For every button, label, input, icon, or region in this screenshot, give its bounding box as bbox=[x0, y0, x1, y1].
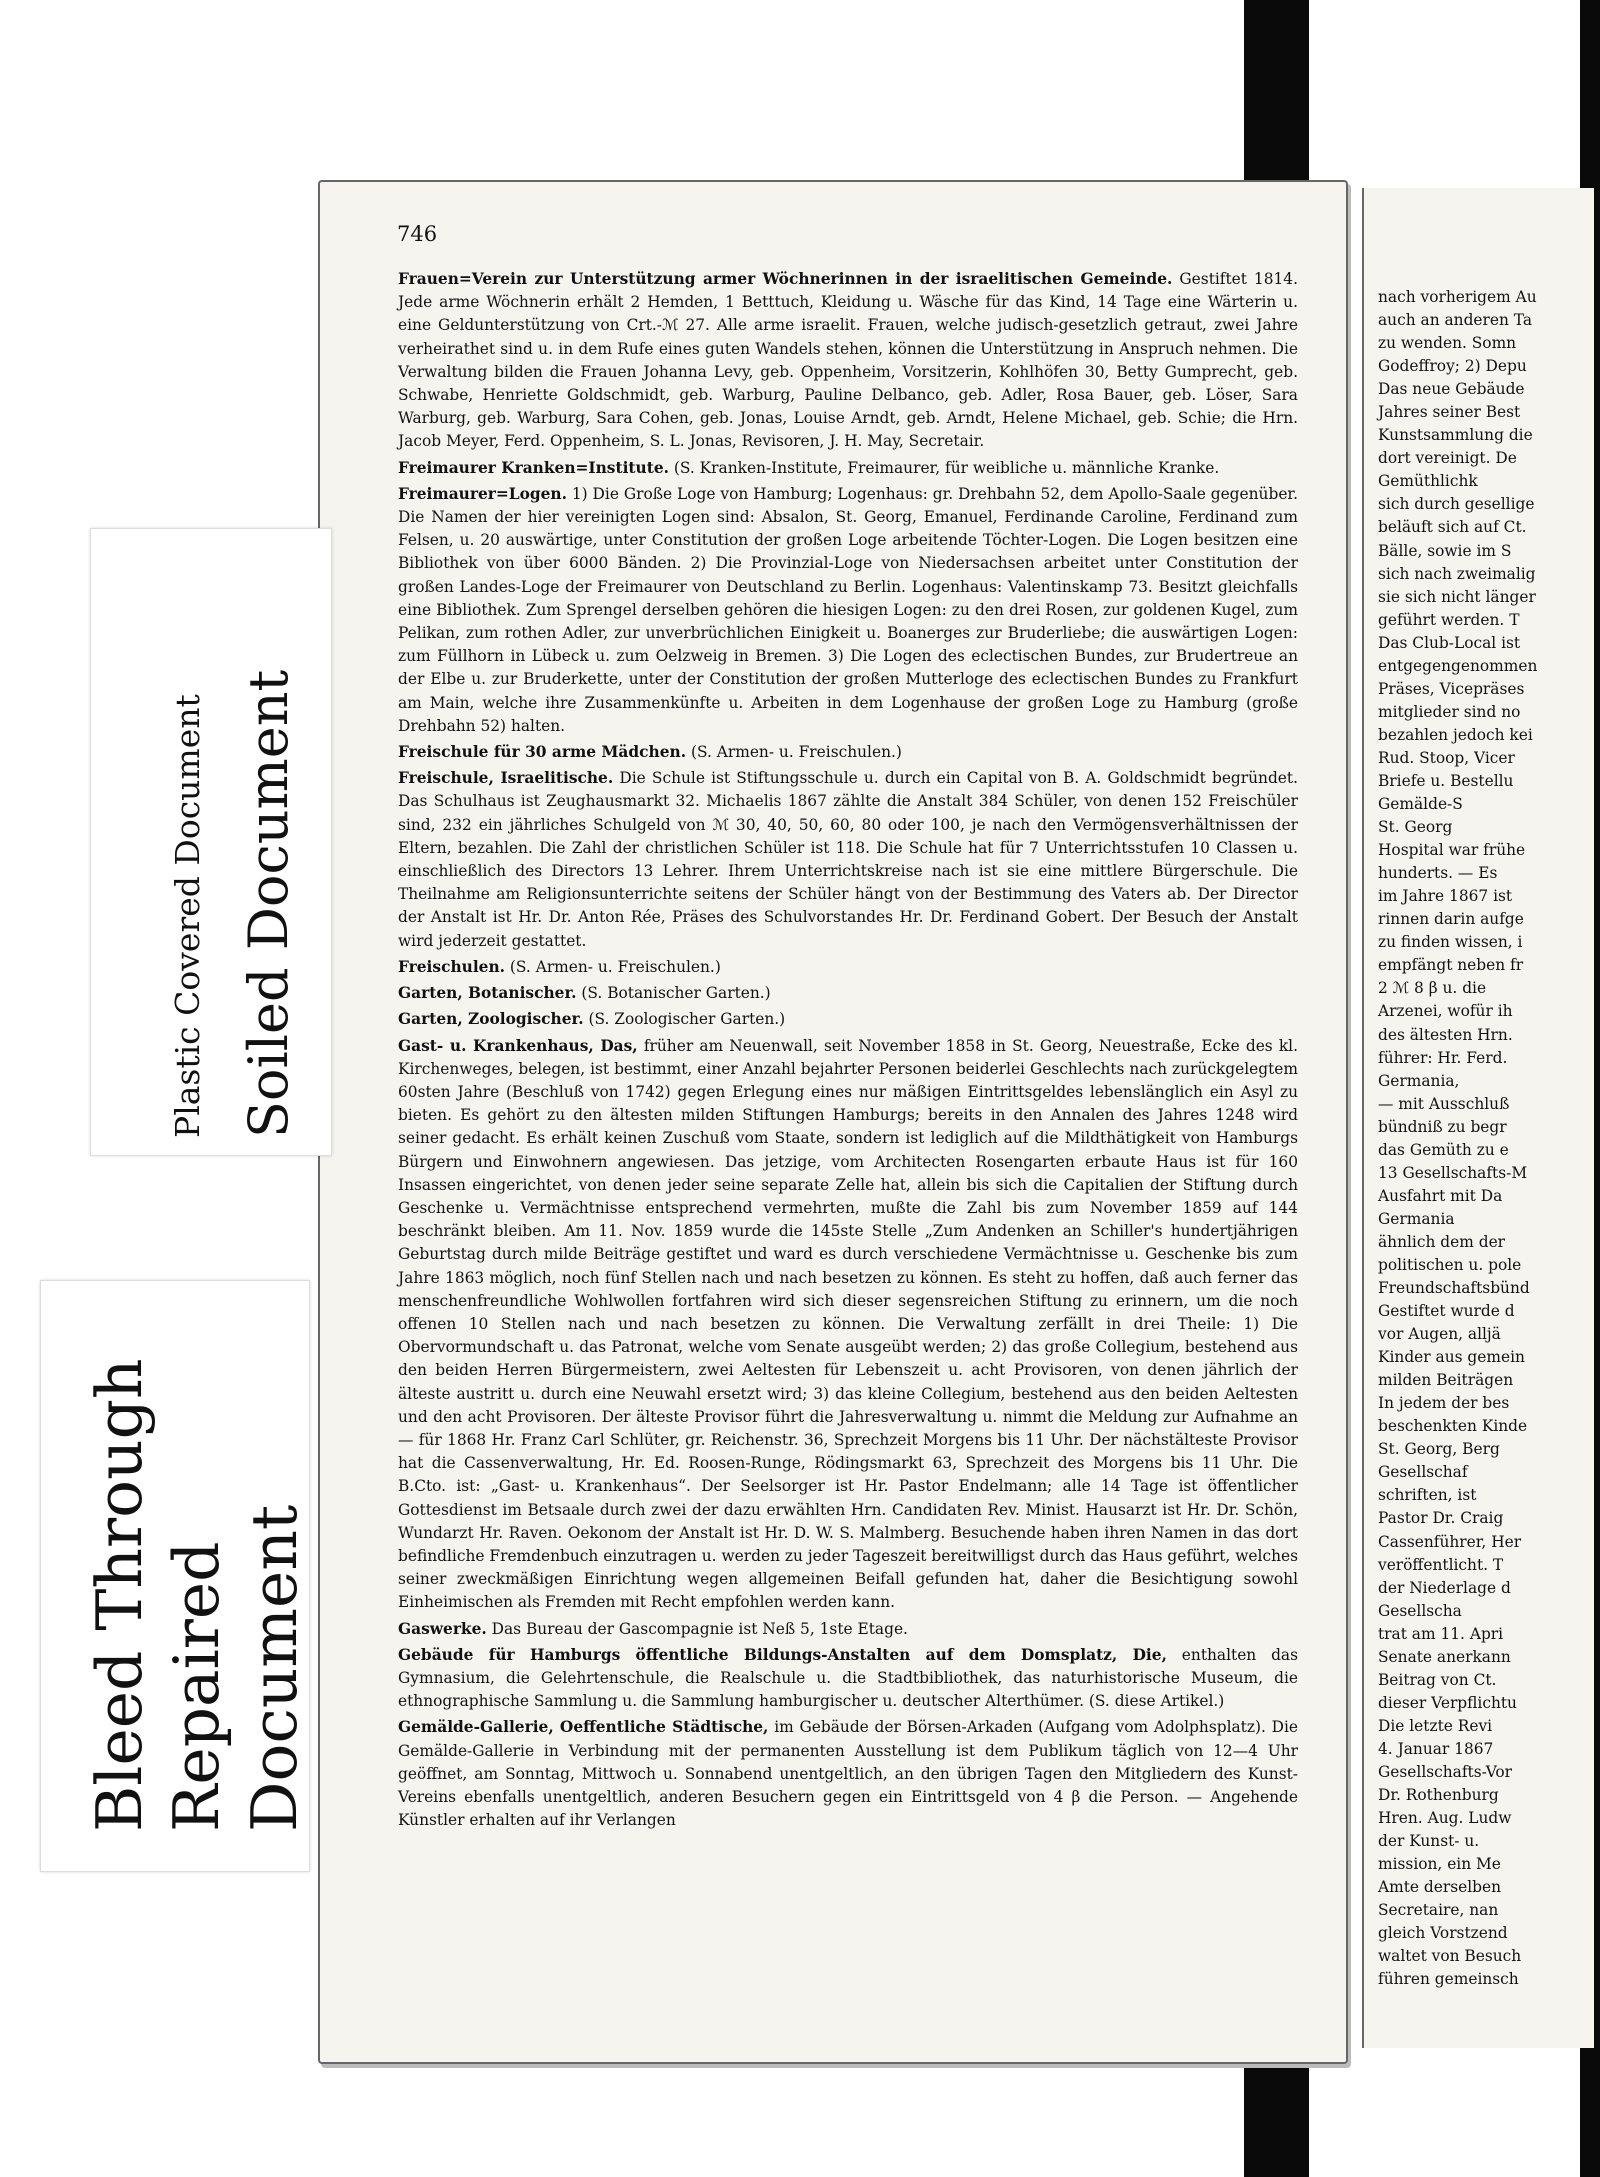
entry bbox=[398, 956, 1298, 979]
right-line: Pastor Dr. Craig bbox=[1378, 1509, 1504, 1528]
right-line: des ältesten Hrn. bbox=[1378, 1025, 1513, 1044]
entry bbox=[398, 268, 1298, 454]
right-line: veröffentlicht. T bbox=[1378, 1555, 1504, 1574]
right-line: Dr. Rothenburg bbox=[1378, 1786, 1499, 1805]
entry-body: (S. Zoologischer Garten.) bbox=[588, 1010, 786, 1029]
entry bbox=[398, 1716, 1298, 1832]
entry-heading: Freischulen. bbox=[398, 957, 506, 976]
right-line: St. Georg bbox=[1378, 818, 1453, 837]
right-line: schriften, ist bbox=[1378, 1486, 1477, 1505]
right-line: 2 ℳ 8 β u. die bbox=[1378, 979, 1487, 998]
right-line: dieser Verpflichtu bbox=[1378, 1693, 1517, 1712]
entry-body: 1) Die Große Loge von Hamburg; Logenhaus: gr. Drehbahn 52, dem Apollo-Saale gegenüber. Die Namen der hier vereinigten Logen sind: Absalon, St. Georg, Emanuel, Ferdinande Caroline, Ferdinand zum Felsen, u. 20 auswärtige, unter Constitution der großen Loge arbeitende Töchter-Logen. Die Logen besitzen eine Bibliothek von über 6000 Bänden. 2) Die Provinzial-Loge von Niedersachsen arbeitet unter Constitution der großen Landes-Loge der Freimaurer von Deutschland zu Berlin. Logenhaus: Valentinskamp 73. Besitzt gleichfalls eine Bibliothek. Zum Sprengel derselben gehören die hiesigen Logen: zu den drei Rosen, zur goldenen Kugel, zum Pelikan, zum rothen Adler, zur unverbrüchlichen Einigkeit u. Boanerges zur Bruderliebe; die auswärtigen Logen: zum Füllhorn in Lübeck u. zum Oelzweig in Bremen. 3) Die Logen des eclectischen Bundes, zur Brudertreue an der Elbe u. zur Bruderkette, unter der Constitution der großen Mutterloge des eclectischen Bundes zu Frankfurt am Main, welche ihre Zusammenkünfte u. Arbeiten in dem Logenhause der großen Loge zu Hamburg (große Drehbahn 52) halten. bbox=[398, 484, 1298, 735]
entry-heading: Gast- u. Krankenhaus, Das, bbox=[398, 1036, 638, 1055]
right-line: Gestiftet wurde d bbox=[1378, 1302, 1515, 1321]
scanner-clip-top bbox=[1244, 0, 1309, 200]
entry-heading: Frauen=Verein zur Unterstützung armer Wöchnerinnen in der israelitischen Gemeinde. bbox=[398, 270, 1173, 288]
entry bbox=[398, 741, 1298, 764]
right-line: rinnen darin aufge bbox=[1378, 910, 1524, 929]
right-line: waltet von Besuch bbox=[1378, 1947, 1522, 1966]
right-line: 13 Gesellschafts-M bbox=[1378, 1163, 1528, 1182]
entry-heading: Freischule, Israelitische. bbox=[398, 769, 614, 788]
right-line: empfängt neben fr bbox=[1378, 956, 1524, 975]
right-line: beläuft sich auf Ct. bbox=[1378, 518, 1527, 537]
scanner-clip-bottom bbox=[1244, 2050, 1309, 2177]
entry-heading: Garten, Zoologischer. bbox=[398, 1010, 584, 1029]
entry-heading: Freimaurer=Logen. bbox=[398, 484, 567, 503]
right-line: Präses, Vicepräses bbox=[1378, 679, 1525, 698]
entry bbox=[398, 1644, 1298, 1714]
right-line: mission, ein Me bbox=[1378, 1855, 1501, 1874]
right-line: führer: Hr. Ferd. bbox=[1378, 1048, 1508, 1067]
right-line: St. Georg, Berg bbox=[1378, 1440, 1500, 1459]
right-line: Das Club-Local ist bbox=[1378, 633, 1521, 652]
right-line: Godeffroy; 2) Depu bbox=[1378, 357, 1527, 376]
right-line: Kinder aus gemein bbox=[1378, 1348, 1525, 1367]
right-line: nach vorherigem Au bbox=[1378, 288, 1537, 306]
entry-body: enthalten das Gymnasium, die Gelehrtenschule, die Realschule u. die Stadtbibliothek, das naturhistorische Museum, die ethnographische Sammlung u. die Sammlung hamburgischer u. deutscher Alterthümer. (S. diese Artikel.) bbox=[398, 1645, 1298, 1711]
right-line: vor Augen, alljä bbox=[1378, 1325, 1501, 1344]
right-line: Jahres seiner Best bbox=[1378, 403, 1521, 422]
right-line: politischen u. pole bbox=[1378, 1255, 1522, 1274]
left-page-text bbox=[398, 268, 1298, 1835]
right-line: mitglieder sind no bbox=[1378, 702, 1521, 721]
right-line: Freundschaftsbünd bbox=[1378, 1279, 1530, 1298]
right-line: 4. Januar 1867 bbox=[1378, 1739, 1494, 1758]
right-line: Germania, bbox=[1378, 1071, 1460, 1090]
entry bbox=[398, 483, 1298, 738]
entry-body: Gestiftet 1814. Jede arme Wöchnerin erhält 2 Hemden, 1 Betttuch, Kleidung u. Wäsche für das Kind, 14 Tage eine Wärterin u. eine Geldunterstützung von Crt.-ℳ 27. Alle arme israelit. Frauen, welche judisch-gesetzlich getraut, zwei Jahre verheirathet sind u. in dem Rufe eines guten Wandels stehen, können die Unterstützung in Anspruch nehmen. Die Verwaltung bilden die Frauen Johanna Levy, geb. Oppenheim, Vorsitzerin, Kohlhöfen 30, Betty Gumprecht, geb. Schwabe, Henriette Goldschmidt, geb. Warburg, Pauline Delbanco, geb. Adler, Rosa Bauer, geb. Löser, Sara Warburg, geb. Warburg, Sara Cohen, geb. Jonas, Louise Arndt, geb. Arndt, Helene Michael, geb. Schie; die Hrn. Jacob Meyer, Ferd. Oppenheim, S. L. Jonas, Revisoren, J. H. May, Secretair. bbox=[398, 270, 1298, 451]
entry bbox=[398, 1035, 1298, 1615]
right-line: trat am 11. Apri bbox=[1378, 1624, 1504, 1643]
right-line: ähnlich dem der bbox=[1378, 1232, 1506, 1251]
entry-body: früher am Neuenwall, seit November 1858 in St. Georg, Neuestraße, Ecke des kl. Kirchenweges, belegen, ist bestimmt, einer Anzahl bejahrter Personen beiderlei Geschlechts nach zurückgelegtem 60sten Jahre (Beschluß von 1742) gegen Erlegung eines nur mäßigen Eintrittsgeldes lebenslänglich ein Asyl zu bieten. Es gehört zu den ältesten milden Stiftungen Hamburgs; bereits in den Annalen des Jahres 1248 wird seiner gedacht. Es erhält keinen Zuschuß vom Staate, sondern ist lediglich auf die Mildthätigkeit von Hamburgs Bürgern und Einwohnern angewiesen. Das jetzige, vom Architecten Rosengarten erbaute Haus ist für 160 Insassen eingerichtet, von denen jeder seine separate Zelle hat, allein bis sich die Capitalien der Stiftung durch Geschenke u. Vermächtnisse entsprechend vermehrten, mußte die Zahl bis zum November 1859 auf 144 beschränkt bleiben. Am 11. Nov. 1859 wurde die 145ste Stelle „Zum Andenken an Schiller's hundertjährigen Geburtstag durch milde Beiträge gestiftet und ward es durch verschiedene Vermächtnisse u. Geschenke bis zum Jahre 1863 möglich, noch fünf Stellen nach und nach besetzen zu können. Es steht zu hoffen, daß auch ferner das menschenfreundliche Wohlwollen fortfahren wird sich dieser segensreichen Stiftung zu erinnern, um die noch offenen 10 Stellen nach und nach besetzen zu können. Die Verwaltung zerfällt in drei Theile: 1) Die Obervormundschaft u. das Patronat, welche vom Senate ausgeübt werden; 2) das große Collegium, bestehend aus den beiden Herren Bürgermeistern, zwei Aeltesten für Lebenszeit u. acht Provisoren, von denen jährlich der älteste austritt u. durch eine Neuwahl ersetzt wird; 3) das kleine Collegium, bestehend aus den beiden Aeltesten und den acht Provisoren. Der älteste Provisor führt die Jahresverwaltung u. nimmt die Meldung zur Aufnahme an — für 1868 Hr. Franz Carl Schlüter, gr. Reichenstr. 36, Sprechzeit Morgens bis 11 Uhr. Der nächstälteste Provisor hat die Cassenverwaltung, Hr. Ed. Roosen-Runge, Rödingsmarkt 63, Sprechzeit des Morgens bis 11 Uhr. Die B.Cto. ist: „Gast- u. Krankenhaus“. Der Seelsorger ist Hr. Pastor Endelmann; alle 14 Tage ist öffentlicher Gottesdienst im Betsaale durch zwei der dazu erwählten Hrn. Candidaten Rev. Minist. Hausarzt ist Hr. Dr. Schön, Wundarzt Hr. Raven. Oekonom der Anstalt ist Hr. D. W. S. Malmberg. Besuchende haben ihren Namen in das dort befindliche Fremdenbuch einzutragen u. werden zu jeder Tageszeit bereitwilligst durch das Haus geführt, welches seiner zweckmäßigen Einrichtung wegen allgemeinen Beifall gefunden hat, daher die Besichtigung sowohl Einheimischen als Fremden mit Recht empfohlen werden kann. bbox=[398, 1036, 1298, 1612]
label-soiled: Soiled Document bbox=[237, 669, 300, 1138]
right-line: Hospital war frühe bbox=[1378, 841, 1526, 860]
entry bbox=[398, 1618, 1298, 1641]
entry-body: (S. Armen- u. Freischulen.) bbox=[509, 957, 721, 976]
right-line: Rud. Stoop, Vicer bbox=[1378, 748, 1515, 767]
right-line: Bälle, sowie im S bbox=[1378, 541, 1512, 560]
right-line: bündniß zu begr bbox=[1378, 1117, 1507, 1136]
entry-heading: Freischule für 30 arme Mädchen. bbox=[398, 743, 687, 762]
right-line: Gemälde-S bbox=[1378, 795, 1463, 814]
entry bbox=[398, 457, 1298, 480]
right-line: der Kunst- u. bbox=[1378, 1832, 1480, 1851]
left-page bbox=[318, 180, 1348, 2064]
entry-body: (S. Botanischer Garten.) bbox=[581, 984, 771, 1003]
right-line: In jedem der bes bbox=[1378, 1394, 1510, 1413]
right-line: im Jahre 1867 ist bbox=[1378, 887, 1513, 906]
label-repaired: Repaired bbox=[160, 1541, 233, 1832]
entry-heading: Gemälde-Gallerie, Oeffentliche Städtische, bbox=[398, 1718, 769, 1737]
right-line: Gesellschafts-Vor bbox=[1378, 1763, 1513, 1781]
right-line: Ausfahrt mit Da bbox=[1378, 1186, 1503, 1205]
right-page-text bbox=[1378, 286, 1594, 1991]
label-plastic-covered: Plastic Covered Document bbox=[168, 694, 207, 1138]
right-line: Gesellschaf bbox=[1378, 1463, 1468, 1482]
right-line: Gesellscha bbox=[1378, 1601, 1462, 1620]
right-line: auch an anderen Ta bbox=[1378, 311, 1533, 330]
right-line: entgegengenommen bbox=[1378, 656, 1538, 675]
right-line: der Niederlage d bbox=[1378, 1578, 1511, 1597]
right-line: geführt werden. T bbox=[1378, 610, 1520, 629]
right-line: bezahlen jedoch kei bbox=[1378, 725, 1533, 744]
right-line: sie sich nicht länger bbox=[1378, 587, 1536, 606]
right-line: Briefe u. Bestellu bbox=[1378, 771, 1514, 790]
right-line: Cassenführer, Her bbox=[1378, 1532, 1522, 1551]
right-line: — mit Ausschluß bbox=[1378, 1094, 1510, 1113]
right-line: führen gemeinsch bbox=[1378, 1970, 1519, 1989]
right-line: Arzenei, wofür ih bbox=[1378, 1002, 1513, 1021]
right-line: zu wenden. Somn bbox=[1378, 334, 1517, 353]
right-line: Germania bbox=[1378, 1209, 1455, 1228]
entry-body: (S. Armen- u. Freischulen.) bbox=[690, 743, 902, 762]
entry-body: Die Schule ist Stiftungsschule u. durch ein Capital von B. A. Goldschmidt begründet. Das Schulhaus ist Zeughausmarkt 32. Michaelis 1867 zählte die Anstalt 384 Schüler, von denen 152 Freischüler sind, 232 ein jährliches Schulgeld von ℳ 30, 40, 50, 60, 80 oder 100, je nach den Vermögensverhältnissen der Eltern, bezahlen. Die Zahl der christlichen Schüler ist 118. Die Schule hat für 7 Unterrichtsstufen 10 Classen u. einschließlich des Directors 13 Lehrer. Ihrem Unterrichtskreise nach ist sie eine mittlere Bürgerschule. Die Theilnahme am Religionsunterrichte seitens der Schüler hängt von der Bestimmung des Vaters ab. Der Director der Anstalt ist Hr. Dr. Anton Rée, Präses des Schulvorstandes Hr. Dr. Ferdinand Gobert. Der Besuch der Anstalt wird jederzeit gestattet. bbox=[398, 769, 1298, 950]
right-line: gleich Vorstzend bbox=[1378, 1924, 1508, 1943]
entry bbox=[398, 982, 1298, 1005]
right-line: Secretaire, nan bbox=[1378, 1901, 1499, 1920]
right-line: Das neue Gebäude bbox=[1378, 380, 1525, 399]
right-line: Gemüthlichk bbox=[1378, 472, 1478, 491]
right-line: milden Beiträgen bbox=[1378, 1371, 1514, 1390]
right-line: dort vereinigt. De bbox=[1378, 449, 1517, 468]
entry-heading: Gaswerke. bbox=[398, 1619, 487, 1638]
entry-heading: Gebäude für Hamburgs öffentliche Bildungs-Anstalten auf dem Domsplatz, Die, bbox=[398, 1645, 1167, 1664]
entry-body: im Gebäude der Börsen-Arkaden (Aufgang vom Adolphsplatz). Die Gemälde-Gallerie in Verbindung mit der permanenten Ausstellung ist dem Publikum täglich von 12—4 Uhr geöffnet, am Sonntag, Mittwoch u. Sonnabend unentgeltlich, an den übrigen Tagen den Mitgliedern des Kunst-Vereins ebenfalls unentgeltlich, anderen Besuchern gegen ein Eintrittsgeld von 4 β die Person. — Angehende Künstler erhalten auf ihr Verlangen bbox=[398, 1718, 1299, 1830]
right-line: Die letzte Revi bbox=[1378, 1716, 1493, 1735]
entry bbox=[398, 1008, 1298, 1031]
entry bbox=[398, 767, 1298, 953]
entry-body: (S. Kranken-Institute, Freimaurer, für weibliche u. männliche Kranke. bbox=[673, 458, 1220, 477]
right-line: das Gemüth zu e bbox=[1378, 1140, 1509, 1159]
entry-body: Das Bureau der Gascompagnie ist Neß 5, 1ste Etage. bbox=[491, 1619, 908, 1638]
right-line: sich durch gesellige bbox=[1378, 495, 1535, 514]
right-line: Hren. Aug. Ludw bbox=[1378, 1809, 1512, 1828]
entry-heading: Freimaurer Kranken=Institute. bbox=[398, 458, 669, 477]
right-line: Amte derselben bbox=[1378, 1878, 1502, 1897]
right-line: zu finden wissen, i bbox=[1378, 933, 1523, 952]
page-number: 746 bbox=[397, 222, 438, 246]
right-line: sich nach zweimalig bbox=[1378, 564, 1536, 583]
right-line: hunderts. — Es bbox=[1378, 864, 1498, 883]
label-document: Document bbox=[238, 1504, 311, 1832]
label-bleed-through: Bleed Through bbox=[83, 1358, 156, 1832]
right-line: Kunstsammlung die bbox=[1378, 426, 1533, 445]
right-line: Senate anerkann bbox=[1378, 1647, 1511, 1666]
right-line: Beitrag von Ct. bbox=[1378, 1670, 1497, 1689]
right-page bbox=[1362, 188, 1594, 2048]
right-line: beschenkten Kinde bbox=[1378, 1417, 1528, 1436]
entry-heading: Garten, Botanischer. bbox=[398, 984, 577, 1003]
